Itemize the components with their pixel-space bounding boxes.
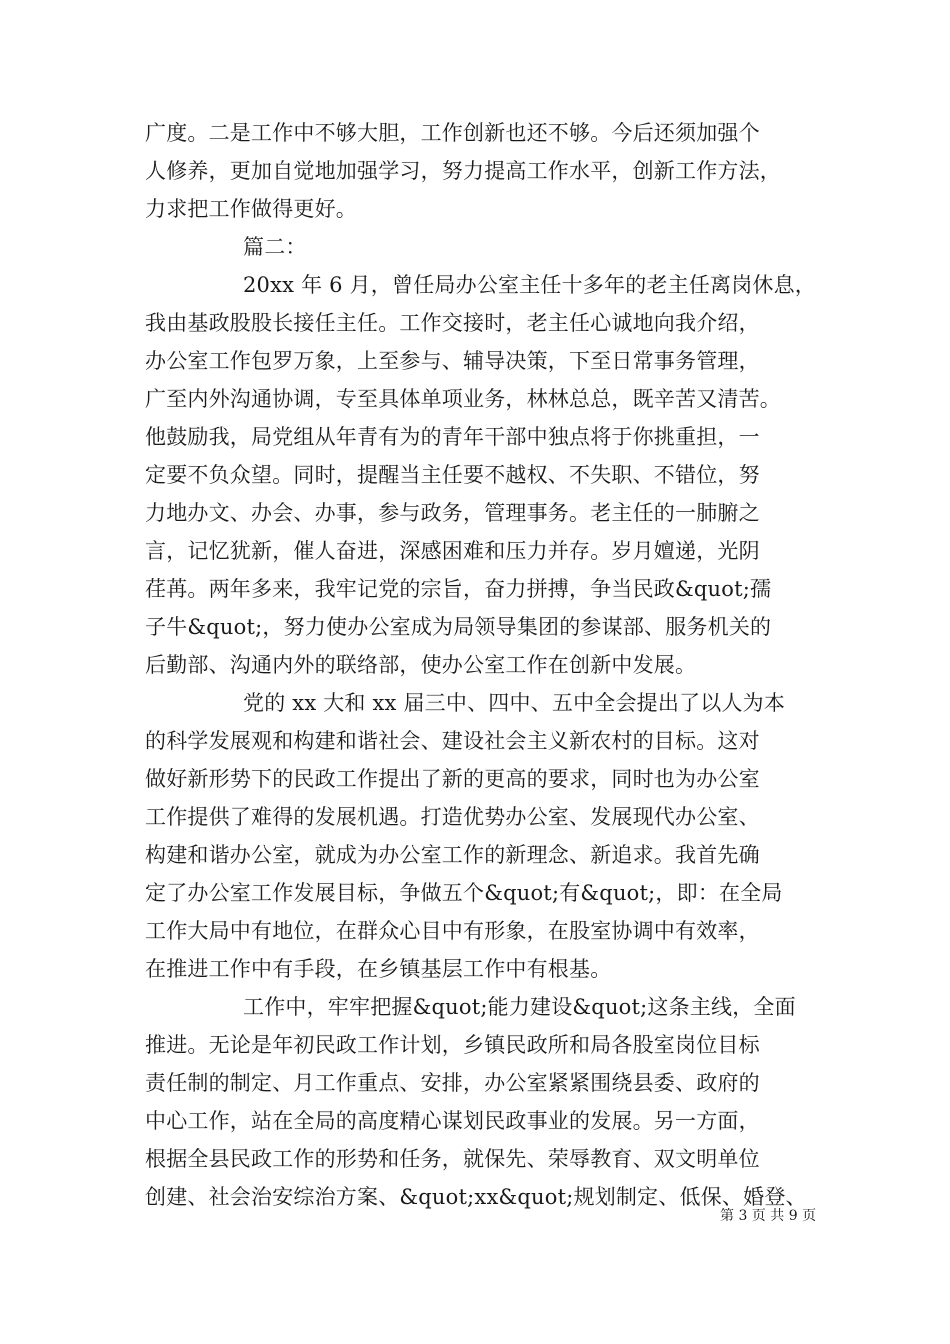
text-line: 责任制的制定、月工作重点、安排，办公室紧紧围绕县委、政府的 [145, 1071, 760, 1095]
text-line: 在推进工作中有手段，在乡镇基层工作中有根基。 [145, 957, 612, 981]
text-line: 的科学发展观和构建和谐社会、建设社会主义新农村的目标。这对 [145, 729, 760, 753]
text-line: 工作大局中有地位，在群众心目中有形象，在股室协调中有效率， [145, 919, 760, 943]
text-line: 言，记忆犹新，催人奋进，深感困难和压力并存。岁月嬗递，光阴 [145, 539, 760, 563]
text-line: 荏苒。两年多来，我牢记党的宗旨，奋力拼搏，争当民政&quot;孺 [145, 577, 772, 601]
text-line: 定了办公室工作发展目标，争做五个&quot;有&quot;，即：在全局 [145, 881, 783, 905]
text-line: 做好新形势下的民政工作提出了新的更高的要求，同时也为办公室 [145, 767, 760, 791]
text-line: 他鼓励我，局党组从年青有为的青年干部中独点将于你挑重担，一 [145, 425, 760, 449]
text-line: 工作提供了难得的发展机遇。打造优势办公室、发展现代办公室、 [145, 805, 760, 829]
document-body [145, 114, 820, 1216]
text-line: 人修养，更加自觉地加强学习，努力提高工作水平，创新工作方法， [145, 159, 781, 183]
text-line: 后勤部、沟通内外的联络部，使办公室工作在创新中发展。 [145, 653, 697, 677]
text-line: 力地办文、办会、办事，参与政务，管理事务。老主任的一肺腑之 [145, 501, 760, 525]
page-number: 第 3 页 共 9 页 [720, 1208, 817, 1224]
text-line: 根据全县民政工作的形势和任务，就保先、荣辱教育、双文明单位 [145, 1147, 760, 1171]
text-line: 广度。二是工作中不够大胆，工作创新也还不够。今后还须加强个 [145, 121, 760, 145]
text-line: 党的 xx 大和 xx 届三中、四中、五中全会提出了以人为本 [243, 691, 786, 715]
text-line: 创建、社会治安综治方案、&quot;xx&quot;规划制定、低保、婚登、 [145, 1185, 807, 1209]
text-line: 广至内外沟通协调，专至具体单项业务，林林总总，既辛苦又清苦。 [145, 387, 781, 411]
text-line: 构建和谐办公室，就成为办公室工作的新理念、新追求。我首先确 [145, 843, 760, 867]
text-line: 篇二： [243, 235, 307, 259]
text-line: 推进。无论是年初民政工作计划，乡镇民政所和局各股室岗位目标 [145, 1033, 760, 1057]
text-line: 子牛&quot;，努力使办公室成为局领导集团的参谋部、服务机关的 [145, 615, 772, 639]
text-line: 20xx 年 6 月，曾任局办公室主任十多年的老主任离岗休息， [243, 273, 816, 297]
text-line: 力求把工作做得更好。 [145, 197, 357, 221]
text-line: 工作中，牢牢把握&quot;能力建设&quot;这条主线，全面 [243, 995, 796, 1019]
text-line: 办公室工作包罗万象，上至参与、辅导决策，下至日常事务管理， [145, 349, 760, 373]
text-line: 中心工作，站在全局的高度精心谋划民政事业的发展。另一方面， [145, 1109, 760, 1133]
text-line: 定要不负众望。同时，提醒当主任要不越权、不失职、不错位，努 [145, 463, 760, 487]
text-line: 我由基政股股长接任主任。工作交接时，老主任心诚地向我介绍， [145, 311, 760, 335]
